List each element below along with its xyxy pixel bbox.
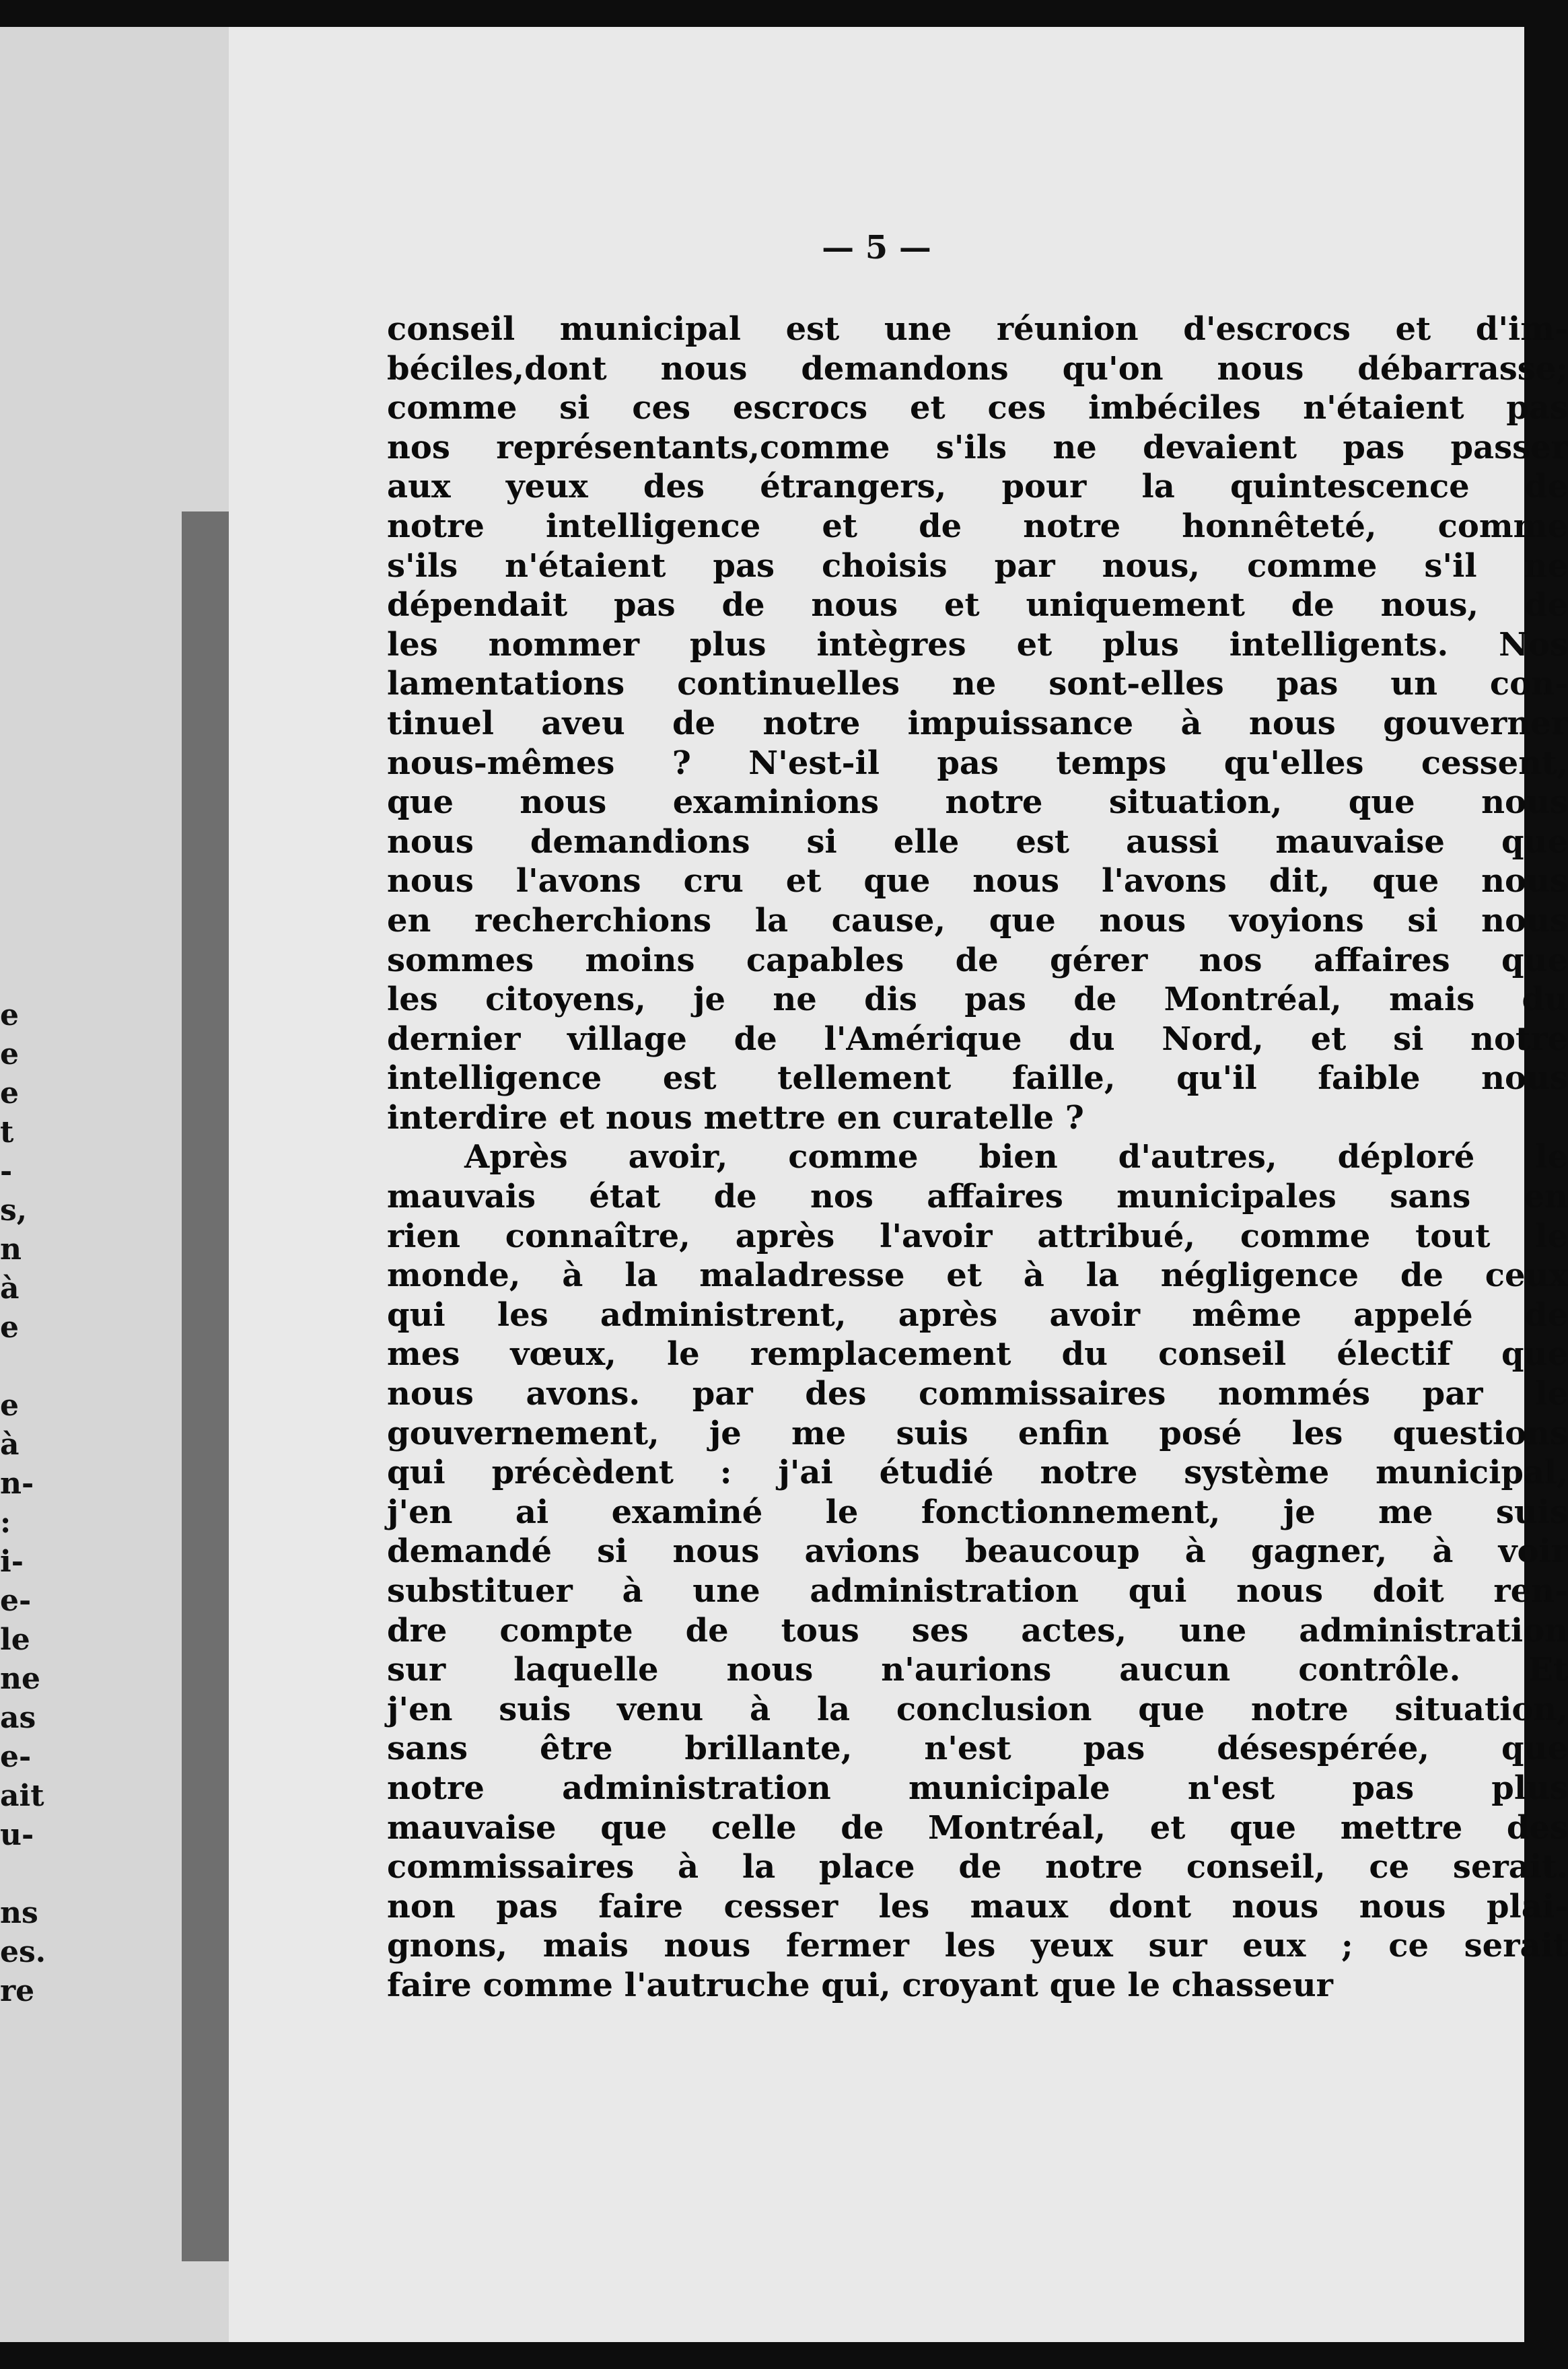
text-line: j'en suis venu à la conclusion que notre situation, [387,1690,1568,1728]
text-line: interdire et nous mettre en curatelle ? [387,1098,1084,1137]
margin-fragment: i- [0,1545,24,1579]
margin-fragment: t [0,1115,14,1150]
text-line: notre administration municipale n'est pas plus [387,1769,1568,1807]
text-line: comme si ces escrocs et ces imbéciles n'étaient pas [387,389,1568,427]
margin-fragment: le [0,1623,30,1657]
text-line: nous avons. par des commissaires nommés par le [387,1375,1568,1413]
margin-fragment [0,1347,40,1386]
text-line: rien connaître, après l'avoir attribué, comme tout le [387,1217,1568,1255]
margin-fragment [0,1855,40,1894]
margin-fragment: u- [0,1818,34,1852]
margin-fragment: n [0,1232,22,1267]
margin-fragment: e [0,1388,19,1423]
margin-fragment: ns [0,1896,38,1930]
text-line: béciles,dont nous demandons qu'on nous débarrasse; [387,349,1568,388]
text-line: les citoyens, je ne dis pas de Montréal, mais du [387,981,1568,1019]
margin-fragment: es. [0,1935,46,1969]
margin-fragment: as [0,1701,36,1735]
margin-fragment: s, [0,1193,28,1228]
text-line: dernier village de l'Amérique du Nord, et si notre [387,1020,1568,1058]
text-line: s'ils n'étaient pas choisis par nous, comme s'il ne [387,546,1568,585]
text-line: nous l'avons cru et que nous l'avons dit, que nous [387,862,1568,900]
margin-fragment: e- [0,1584,32,1618]
margin-fragment: e- [0,1740,32,1774]
margin-fragment: ne [0,1662,40,1696]
margin-fragment: e [0,1037,19,1071]
text-line: mauvaise que celle de Montréal, et que mettre des [387,1808,1568,1847]
text-line: tinuel aveu de notre impuissance à nous gouverner [387,704,1568,742]
text-line: j'en ai examiné le fonctionnement, je me suis [387,1493,1568,1531]
text-line: commissaires à la place de notre conseil, ce serait. [387,1848,1568,1886]
page [229,27,1568,2342]
book-gutter [182,511,229,2261]
page-number: — 5 — [822,229,931,267]
margin-fragment: e [0,998,19,1032]
facing-page-text-fragments [0,996,46,2011]
text-line: en recherchions la cause, que nous voyions si nous [387,901,1568,940]
text-line: que nous examinions notre situation, que nous [387,783,1568,822]
text-line: non pas faire cesser les maux dont nous nous plai- [387,1887,1568,1925]
text-line: monde, à la maladresse et à la négligence de ceux [387,1257,1568,1295]
text-line: sans être brillante, n'est pas désespérée, que [387,1730,1568,1768]
text-line: aux yeux des étrangers, pour la quintescence de [387,468,1568,506]
margin-fragment: : [0,1506,11,1540]
text-line: nous-mêmes ? N'est-il pas temps qu'elles cessent, [387,744,1568,782]
margin-fragment: re [0,1974,35,2008]
margin-fragment: e [0,1310,19,1345]
body-text [387,310,1568,2006]
text-line: mes vœux, le remplacement du conseil électif que [387,1335,1568,1374]
margin-fragment: n- [0,1466,34,1501]
margin-fragment: à [0,1271,20,1306]
text-line: sommes moins capables de gérer nos affaires que [387,941,1568,979]
text-line: intelligence est tellement faille, qu'il faible nous [387,1059,1568,1098]
margin-fragment: e [0,1076,19,1110]
text-line: mauvais état de nos affaires municipales sans en [387,1178,1568,1216]
text-line: qui les administrent, après avoir même appelé de [387,1296,1568,1334]
text-line: demandé si nous avions beaucoup à gagner, à voir [387,1532,1568,1571]
text-line: lamentations continuelles ne sont-elles pas un con- [387,665,1568,703]
text-line: nos représentants,comme s'ils ne devaient pas passer [387,428,1568,466]
text-line: faire comme l'autruche qui, croyant que le chasseur [387,1966,1333,2004]
text-line: sur laquelle nous n'aurions aucun contrôle. Et [387,1651,1568,1689]
text-line: Après avoir, comme bien d'autres, déploré le [464,1138,1568,1176]
text-line: conseil municipal est une réunion d'escrocs et d'im- [387,310,1568,348]
text-line: gouvernement, je me suis enfin posé les questions [387,1414,1568,1452]
text-line: dépendait pas de nous et uniquement de nous, de [387,586,1568,625]
margin-fragment: à [0,1427,20,1462]
text-line: les nommer plus intègres et plus intelligents. Nos [387,625,1568,664]
margin-fragment: - [0,1154,13,1189]
margin-fragment: ait [0,1779,44,1813]
text-line: qui précèdent : j'ai étudié notre système municipal, [387,1454,1568,1492]
text-line: dre compte de tous ses actes, une administration [387,1611,1568,1650]
text-line: gnons, mais nous fermer les yeux sur eux ; ce serait [387,1927,1568,1965]
text-line: notre intelligence et de notre honnêteté, comme [387,507,1568,545]
text-line: nous demandions si elle est aussi mauvaise que [387,822,1568,861]
text-line: substituer à une administration qui nous doit ren- [387,1572,1568,1610]
